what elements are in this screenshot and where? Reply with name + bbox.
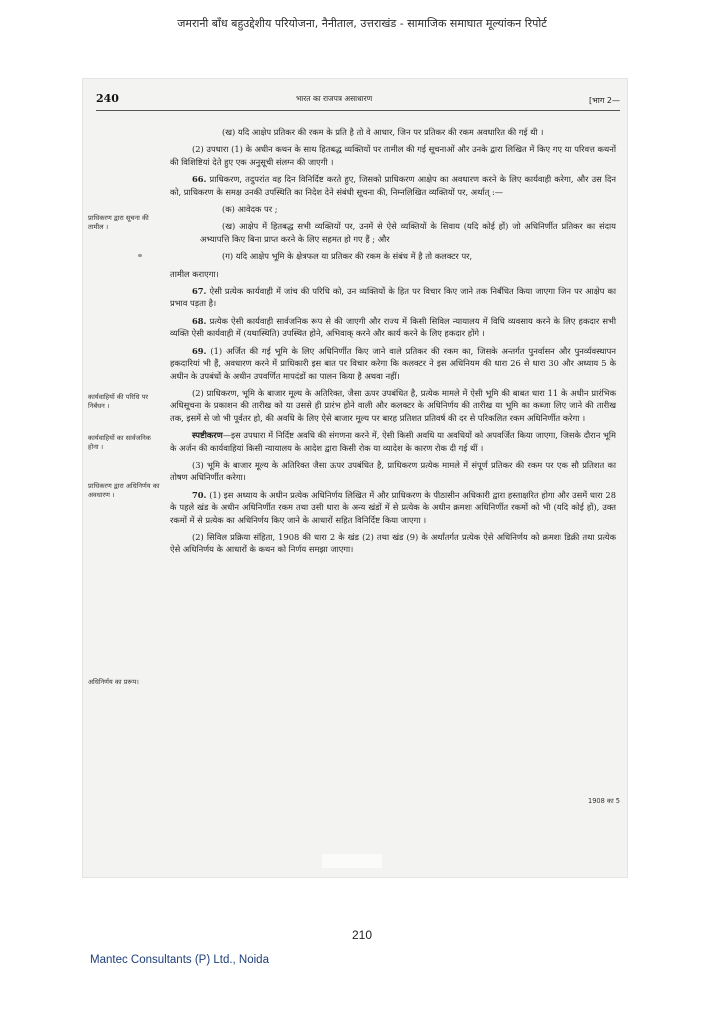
clause-66-kh: (ख) आक्षेप में हितबद्ध सभी व्यक्तियों पर, उनमें से ऐसे व्यक्तियों के सिवाय (यदि कोई हों) जो अधिनिर्णीत प्रतिकर का संदाय अभ्यापत्ति किए बिना प्राप्त करने के लिए सहमत हो गए हैं ; और <box>200 221 616 244</box>
section-67-text: ऐसी प्रत्येक कार्यवाही में जांच की परिधि को, उन व्यक्तियों के हित पर विचार किए जाने तक निर्बंधित किया जाएगा जिन पर आक्षेप का प्रभाव पड़ता है। <box>170 286 617 309</box>
report-header: जमरानी बाँध बहुउद्देशीय परियोजना, नैनीताल, उत्तराखंड - सामाजिक समाघात मूल्यांकन रिपोर्ट <box>177 17 547 30</box>
gazette-body <box>170 126 616 561</box>
explanation-text: —इस उपधारा में निर्दिष्ट अवधि की संगणना करने में, ऐसी किसी अवधि या अवधियों को अपवर्जित किया जाएगा, जिसके दौरान भूमि के अर्जन की कार्यवाहियां किसी न्यायालय के आदेश द्वारा किसी रोक या व्यादेश के कारण रोक दी गई थीं । <box>170 430 616 453</box>
section-70-number: 70. <box>192 489 207 500</box>
margin-note-s67: कार्यवाहियों की परिधि पर निर्बंधन । <box>88 393 149 410</box>
section-66 <box>170 173 616 198</box>
explanation <box>170 429 616 454</box>
margin-note-s66: प्राधिकरण द्वारा सूचना की तामील । <box>88 214 149 231</box>
section-68-number: 68. <box>192 315 207 326</box>
footer-page-number: 210 <box>351 928 373 942</box>
section-70-sub1: (1) इस अध्याय के अधीन प्रत्येक अधिनिर्णय लिखित में और प्राधिकरण के पीठासीन अधिकारी द्वारा हस्ताक्षरित होगा और उसमें धारा 28 के पहले खंड के अधीन अधिनिर्णीत रकम तथा उसी धारा के अन्य खंडों में से प्रत्येक के अधीन क्रमशः अधिनिर्णीत रकमों को भी (यदि कोई हों), उक्त रकमों में से प्रत्येक का अधिनिर्णय किए जाने के आधारों सहित विनिर्दिष्ट किया जाएगा । <box>170 489 616 525</box>
margin-note-s69: प्राधिकरण द्वारा अधिनिर्णय का अवधारण । <box>88 482 160 499</box>
section-68-text: प्रत्येक ऐसी कार्यवाही सार्वजनिक रूप से की जाएगी और राज्य में किसी सिविल न्यायालय में विधि व्यवसाय करने के लिए हकदार सभी व्यक्ति ऐसी कार्यवाही में (यथास्थिति) उपस्थित होने, अभिवाक् करने और कार्य करने के लिए हकदार होंगे । <box>170 315 616 339</box>
section-67-number: 67. <box>192 286 207 297</box>
gazette-header <box>96 88 620 111</box>
section-70-sub2: (2) सिविल प्रक्रिया संहिता, 1908 की धारा 2 के खंड (2) तथा खंड (9) के अर्थांतर्गत प्रत्येक ऐसे अधिनिर्णय को क्रमशः डिक्री तथा प्रत्येक ऐसे अधिनिर्णय के आधारों के कथन को निर्णय समझा जाएगा। <box>170 531 616 555</box>
section-70 <box>170 489 616 526</box>
section-69-sub2: (2) प्राधिकरण, भूमि के बाजार मूल्य के अतिरिक्त, जैसा ऊपर उपबंधित है, प्रत्येक मामले में ऐसी भूमि की बाबत धारा 11 के अधीन प्रारंभिक अधिसूचना के प्रकाशन की तारीख को या उससे ही प्रारंभ होने वाली और कलक्टर के अधिनिर्णय की तारीख या भूमि का कब्जा लिए जाने की तारीख तक, इसमें से जो भी पूर्वतर हो, की अवधि के लिए ऐसे बाजार मूल्य पर बारह प्रतिशत प्रतिवर्ष की दर से परिकलित रकम अधिनिर्णीत करेगा । <box>170 387 616 423</box>
clause-66-g: (ग) यदि आक्षेप भूमि के क्षेत्रफल या प्रतिकर की रकम के संबंध में है तो कलक्टर पर, <box>222 251 473 262</box>
margin-note-s68: कार्यवाहियों का सार्वजनिक होना । <box>88 434 151 451</box>
clause-66-k: (क) आवेदक पर ; <box>222 204 278 215</box>
section-69-sub1: (1) अर्जित की गई भूमि के लिए अधिनिर्णीत किए जाने वाले प्रतिकर की रकम का, जिसके अन्तर्गत पुनर्वासन और पुनर्व्यवस्थापन हकदारियां भी हैं, अवधारण करने में प्राधिकारी इस बात पर विचार करेगा कि कलक्टर ने इस अधिनियम की धारा 26 से धारा 30 और अध्याय 5 के अधीन के उपबंधों के अधीन उपवर्णित मापदंडों का पालन किया है अथवा नहीं। <box>170 345 616 381</box>
section-69 <box>170 345 616 382</box>
section-66-number: 66. <box>192 174 207 185</box>
scan-speck <box>138 254 142 257</box>
margin-note-s70: अधिनिर्णय का प्ररूप। <box>88 678 139 686</box>
explanation-label: स्पष्टीकरण <box>192 430 223 441</box>
section-69-number: 69. <box>192 345 207 356</box>
scanned-gazette-page <box>82 78 628 878</box>
subsection-2: (2) उपधारा (1) के अधीन कथन के साथ हितबद्ध व्यक्तियों पर तामील की गई सूचनाओं और उनके द्वारा लिखित में किए गए या परिवत्त कथनों की विशिष्टियां देते हुए एक अनुसूची संलग्न की जाएगी । <box>170 144 616 167</box>
section-68 <box>170 315 616 340</box>
section-67 <box>170 285 616 310</box>
gazette-part: [भाग 2— <box>589 96 620 105</box>
section-66-end: तामील कराएगा। <box>170 268 219 279</box>
section-66-text: प्राधिकरण, तदुपरांत वह दिन विनिर्दिष्ट करते हुए, जिसको प्राधिकरण आक्षेप का अवधारण करने के लिए कार्यवाही करेगा, और उस दिन को, प्राधिकरण के समक्ष उनकी उपस्थिति का निदेश देने संबंधी सूचना की, निम्नलिखित व्यक्तियों पर, अर्थात् :— <box>170 174 616 197</box>
section-69-sub3: (3) भूमि के बाजार मूल्य के अतिरिक्त जैसा ऊपर उपबंधित है, प्राधिकरण प्रत्येक मामले में संपूर्ण प्रतिकर की रकम पर एक सौ प्रतिशत का तोषण अधिनिर्णीत करेगा। <box>170 459 616 483</box>
clause-kh: (ख) यदि आक्षेप प्रतिकर की रकम के प्रति है तो वे आधार, जिन पर प्रतिकर की रकम अवधारित की गई थी । <box>222 127 544 137</box>
gazette-title: भारत का राजपत्र असाधारण <box>296 94 373 103</box>
scan-blank-patch <box>322 854 382 868</box>
footer-company: Mantec Consultants (P) Ltd., Noida <box>90 954 269 966</box>
margin-note-1908: 1908 का 5 <box>588 797 620 805</box>
gazette-page-number: 240 <box>96 92 119 105</box>
